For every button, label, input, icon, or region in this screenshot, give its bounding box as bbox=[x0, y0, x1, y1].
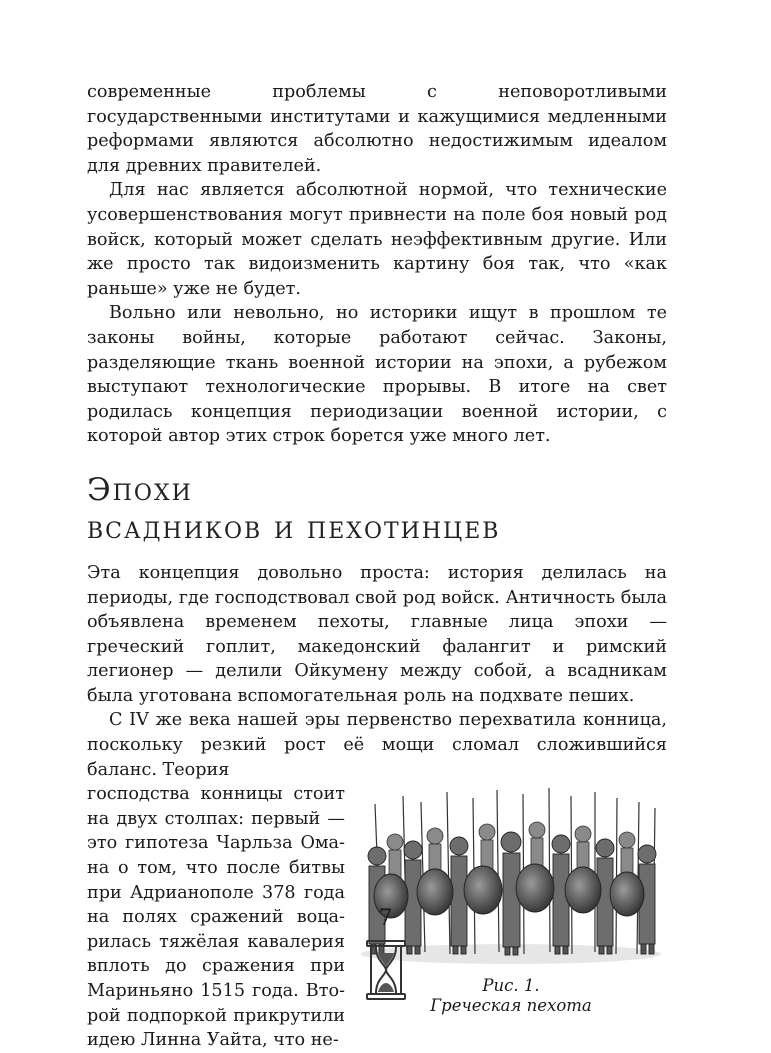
page-body bbox=[87, 80, 667, 1051]
paragraph: Эта концепция довольно проста: история делилась на периоды, где господствовал свой род войск. Античность была объявлена временем пехоты, главные лица эпохи — греческий гоплит, македонский фалангит и римский легионер — делили Ойкумену между собой, а всадникам была уготована вспомогательная роль на подхвате пеших. bbox=[87, 562, 667, 706]
section-heading bbox=[87, 471, 667, 547]
paragraph: Вольно или невольно, но историки ищут в прошлом те законы войны, которые работают сейчас. Законы, разделяющие ткань военной истории на эпохи, а рубежом выступают технологические прорывы. В итоге на свет родилась концепция периодизации военной истории, с которой автор этих строк борется уже много лет. bbox=[87, 303, 667, 447]
hourglass-icon bbox=[364, 939, 408, 1001]
wrapped-paragraph: господства конницы стоит на двух столпах: первый — это гипотеза Чарльза Омана о том, что после битвы при Адрианополе 378 года на полях сражений воцарилась тяжёлая кавалерия вплоть до сражения при Мариньяно 1515 года. Второй подпоркой прикрутили идею Линна Уайта, что не- bbox=[87, 784, 345, 1051]
section-heading-line-2: всадников и пехотинцев bbox=[87, 509, 501, 546]
page-footer bbox=[0, 905, 771, 1001]
figure-caption-number: Рис. 1. bbox=[482, 976, 540, 996]
paragraph: Для нас является абсолютной нормой, что технические усовершенствования могут привнести на поле боя новый род войск, который может сделать неэффективным другие. Или же просто так видоизменить картину боя так, что «как раньше» уже не будет. bbox=[87, 180, 667, 299]
section-heading-line-1: Эпохи bbox=[87, 471, 193, 508]
figure-caption-title: Греческая пехота bbox=[430, 996, 592, 1016]
page-number: 7 bbox=[378, 906, 393, 931]
paragraph: С IV же века нашей эры первенство перехватила конница, поскольку резкий рост её мощи сломал сложившийся баланс. Теория bbox=[87, 710, 667, 780]
paragraph: современные проблемы с неповоротливыми государственными институтами и кажущимися медленными реформами являются абсолютно недостижимым идеалом для древних правителей. bbox=[87, 82, 667, 176]
